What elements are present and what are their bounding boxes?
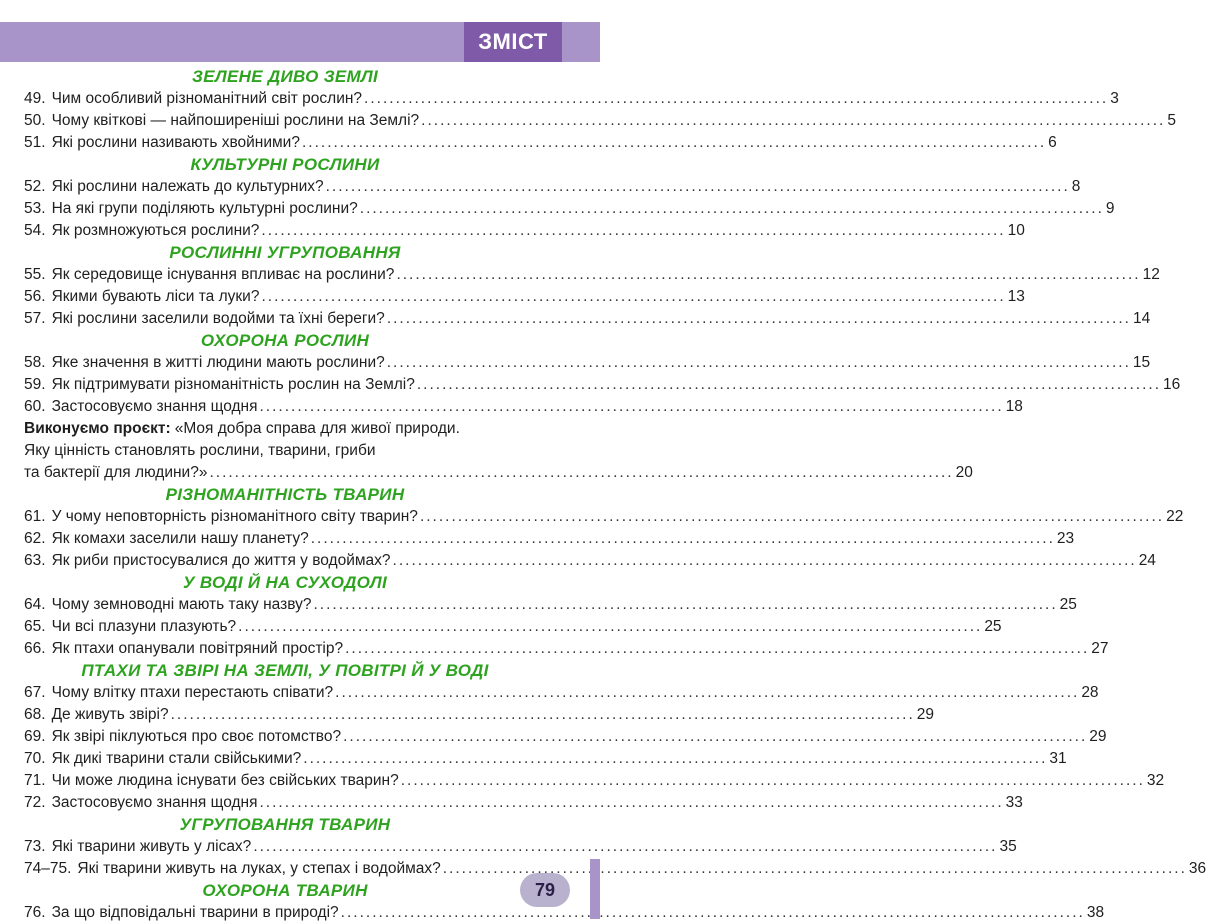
leader-dots — [311, 528, 1055, 550]
entry-page: 27 — [1091, 640, 1109, 657]
entry-number: 64. — [24, 596, 46, 613]
leader-dots — [335, 682, 1079, 704]
entry-title: Чи може людина існувати без свійських тварин? — [51, 772, 399, 789]
section-title: УГРУПОВАННЯ ТВАРИН — [179, 815, 391, 834]
leader-dots — [401, 770, 1145, 792]
toc-entry[interactable] — [24, 110, 1176, 132]
leader-dots — [261, 286, 1005, 308]
entry-page: 16 — [1163, 376, 1181, 393]
entry-title: У чому неповторність різноманітного світу тварин? — [51, 508, 418, 525]
toc-entry[interactable] — [24, 616, 1002, 638]
project-entry[interactable] — [24, 418, 973, 484]
toc-entry[interactable] — [24, 132, 1057, 154]
entry-page: 5 — [1167, 112, 1176, 129]
entry-page: 22 — [1166, 508, 1184, 525]
entry-title: Які рослини належать до культурних? — [51, 178, 324, 195]
leader-dots — [253, 836, 997, 858]
entry-title: Як розмножуються рослини? — [51, 222, 260, 239]
entry-number: 56. — [24, 288, 46, 305]
toc-entry[interactable] — [24, 770, 1165, 792]
toc-entry[interactable] — [24, 88, 1119, 110]
leader-dots — [209, 462, 953, 484]
toc-entry[interactable] — [24, 374, 1181, 396]
toc-entry[interactable] — [24, 902, 1105, 924]
page-number-badge — [520, 873, 570, 907]
entry-page: 28 — [1081, 684, 1099, 701]
section-title: РІЗНОМАНІТНІСТЬ ТВАРИН — [165, 485, 405, 504]
entry-page: 3 — [1110, 90, 1119, 107]
header-title: ЗМІСТ — [464, 22, 562, 62]
toc-entry[interactable] — [24, 396, 1023, 418]
leader-dots — [417, 374, 1161, 396]
entry-page: 25 — [1059, 596, 1077, 613]
entry-page: 8 — [1071, 178, 1081, 195]
toc-entry[interactable] — [24, 550, 1156, 572]
leader-dots — [421, 110, 1165, 132]
entry-title: Як дикі тварини стали свійськими? — [51, 750, 302, 767]
entry-number: 70. — [24, 750, 46, 767]
entry-number: 60. — [24, 398, 46, 415]
toc-entry[interactable] — [24, 264, 1160, 286]
toc-entry[interactable] — [24, 176, 1081, 198]
entry-title: За що відповідальні тварини в природі? — [51, 904, 339, 921]
entry-title: Як комахи заселили нашу планету? — [51, 530, 309, 547]
toc-entry[interactable] — [24, 638, 1109, 660]
leader-dots — [259, 792, 1003, 814]
entry-title: Як риби пристосувалися до життя у водоймах? — [51, 552, 391, 569]
leader-dots — [171, 704, 915, 726]
leader-dots — [387, 308, 1131, 330]
toc-entry[interactable] — [24, 594, 1077, 616]
entry-page: 6 — [1048, 134, 1057, 151]
entry-number: 53. — [24, 200, 46, 217]
entry-page: 13 — [1007, 288, 1025, 305]
leader-dots — [345, 638, 1089, 660]
entry-page: 32 — [1146, 772, 1165, 789]
entry-title: Де живуть звірі? — [51, 706, 169, 723]
entry-number: 54. — [24, 222, 46, 239]
project-line-3: та бактерії для людини?» — [24, 464, 208, 481]
toc-entry[interactable] — [24, 792, 1023, 814]
leader-dots — [313, 594, 1057, 616]
section-title: ПТАХИ ТА ЗВІРІ НА ЗЕМЛІ, У ПОВІТРІ Й У ВОДІ — [81, 661, 489, 680]
toc-entry[interactable] — [24, 198, 1115, 220]
section-title: У ВОДІ Й НА СУХОДОЛІ — [183, 573, 387, 592]
project-lead: Виконуємо проєкт: — [24, 420, 171, 437]
entry-page: 12 — [1142, 266, 1160, 283]
toc-entry[interactable] — [24, 858, 1206, 880]
leader-dots — [326, 176, 1070, 198]
entry-title: Як підтримувати різноманітність рослин на Землі? — [51, 376, 415, 393]
toc-entry[interactable] — [24, 836, 1017, 858]
section-title: РОСЛИННІ УГРУПОВАННЯ — [169, 243, 401, 262]
entry-title: Як середовище існування впливає на рослини? — [51, 266, 395, 283]
entry-page: 24 — [1138, 552, 1156, 569]
leader-dots — [360, 198, 1104, 220]
section-title: КУЛЬТУРНІ РОСЛИНИ — [190, 155, 380, 174]
entry-number: 62. — [24, 530, 46, 547]
project-page: 20 — [955, 464, 973, 481]
toc-entry[interactable] — [24, 286, 1025, 308]
toc-entry[interactable] — [24, 506, 1184, 528]
entry-number: 65. — [24, 618, 46, 635]
leader-dots — [420, 506, 1164, 528]
entry-number: 61. — [24, 508, 46, 525]
leader-dots — [259, 396, 1003, 418]
entry-page: 29 — [1089, 728, 1107, 745]
entry-number: 59. — [24, 376, 46, 393]
entry-number: 67. — [24, 684, 46, 701]
table-of-contents — [24, 66, 1206, 924]
entry-title: На які групи поділяють культурні рослини? — [51, 200, 358, 217]
entry-title: Які тварини живуть у лісах? — [51, 838, 252, 855]
entry-number: 57. — [24, 310, 46, 327]
section-title: ОХОРОНА ТВАРИН — [202, 881, 368, 900]
entry-title: Чому квіткові — найпоширеніші рослини на Землі? — [51, 112, 420, 129]
entry-number: 73. — [24, 838, 46, 855]
toc-entry[interactable] — [24, 220, 1025, 242]
leader-dots — [387, 352, 1131, 374]
entry-page: 14 — [1132, 310, 1151, 327]
toc-entry[interactable] — [24, 682, 1099, 704]
toc-entry[interactable] — [24, 704, 935, 726]
entry-number: 69. — [24, 728, 46, 745]
entry-number: 72. — [24, 794, 46, 811]
project-line-1: «Моя добра справа для живої природи. — [174, 420, 460, 437]
entry-number: 68. — [24, 706, 46, 723]
toc-entry[interactable] — [24, 748, 1067, 770]
entry-page: 18 — [1005, 398, 1023, 415]
entry-page: 29 — [916, 706, 935, 723]
leader-dots — [396, 264, 1140, 286]
leader-dots — [302, 132, 1046, 154]
entry-title: Чому земноводні мають таку назву? — [51, 596, 312, 613]
leader-dots — [261, 220, 1005, 242]
toc-entry[interactable] — [24, 528, 1075, 550]
leader-dots — [238, 616, 982, 638]
entry-page: 9 — [1105, 200, 1115, 217]
entry-title: Які тварини живуть на луках, у степах і водоймах? — [77, 860, 441, 877]
leader-dots — [393, 550, 1137, 572]
entry-title: Як птахи опанували повітряний простір? — [51, 640, 344, 657]
entry-title: Чому влітку птахи перестають співати? — [51, 684, 334, 701]
leader-dots — [343, 726, 1087, 748]
entry-title: Застосовуємо знання щодня — [51, 398, 258, 415]
entry-page: 36 — [1188, 860, 1206, 877]
toc-entry[interactable] — [24, 308, 1151, 330]
entry-number: 55. — [24, 266, 46, 283]
entry-title: Які рослини заселили водойми та їхні береги? — [51, 310, 385, 327]
entry-page: 10 — [1007, 222, 1025, 239]
entry-page: 23 — [1056, 530, 1075, 547]
entry-number: 76. — [24, 904, 46, 921]
toc-part-1 — [24, 66, 1181, 418]
entry-number: 51. — [24, 134, 46, 151]
entry-number: 74–75. — [24, 860, 72, 877]
entry-title: Застосовуємо знання щодня — [51, 794, 258, 811]
project-last-row — [24, 462, 973, 484]
leader-dots — [303, 748, 1047, 770]
entry-number: 71. — [24, 772, 46, 789]
entry-title: Як звірі піклуються про своє потомство? — [51, 728, 342, 745]
entry-number: 52. — [24, 178, 46, 195]
section-title: ОХОРОНА РОСЛИН — [200, 331, 370, 350]
entry-page: 31 — [1049, 750, 1067, 767]
page-number: 79 — [534, 879, 556, 900]
entry-number: 50. — [24, 112, 46, 129]
entry-number: 63. — [24, 552, 46, 569]
entry-title: Чи всі плазуни плазують? — [51, 618, 237, 635]
toc-part-2 — [24, 484, 1206, 924]
section-title: ЗЕЛЕНЕ ДИВО ЗЕМЛІ — [191, 67, 379, 86]
entry-page: 38 — [1086, 904, 1105, 921]
entry-title: Які рослини називають хвойними? — [51, 134, 300, 151]
project-line-2: Яку цінність становлять рослини, тварини, гриби — [24, 442, 376, 459]
entry-title: Яке значення в житті людини мають рослини? — [51, 354, 385, 371]
entry-number: 58. — [24, 354, 46, 371]
entry-title: Якими бувають ліси та луки? — [51, 288, 260, 305]
toc-entry[interactable] — [24, 726, 1107, 748]
leader-dots — [364, 88, 1108, 110]
entry-page: 25 — [984, 618, 1002, 635]
entry-number: 49. — [24, 90, 46, 107]
entry-title: Чим особливий різноманітний світ рослин? — [51, 90, 363, 107]
entry-page: 15 — [1132, 354, 1151, 371]
entry-number: 66. — [24, 640, 46, 657]
leader-dots — [341, 902, 1085, 924]
entry-page: 33 — [1005, 794, 1023, 811]
entry-page: 35 — [999, 838, 1017, 855]
toc-entry[interactable] — [24, 352, 1151, 374]
side-strip-decoration — [590, 859, 600, 919]
